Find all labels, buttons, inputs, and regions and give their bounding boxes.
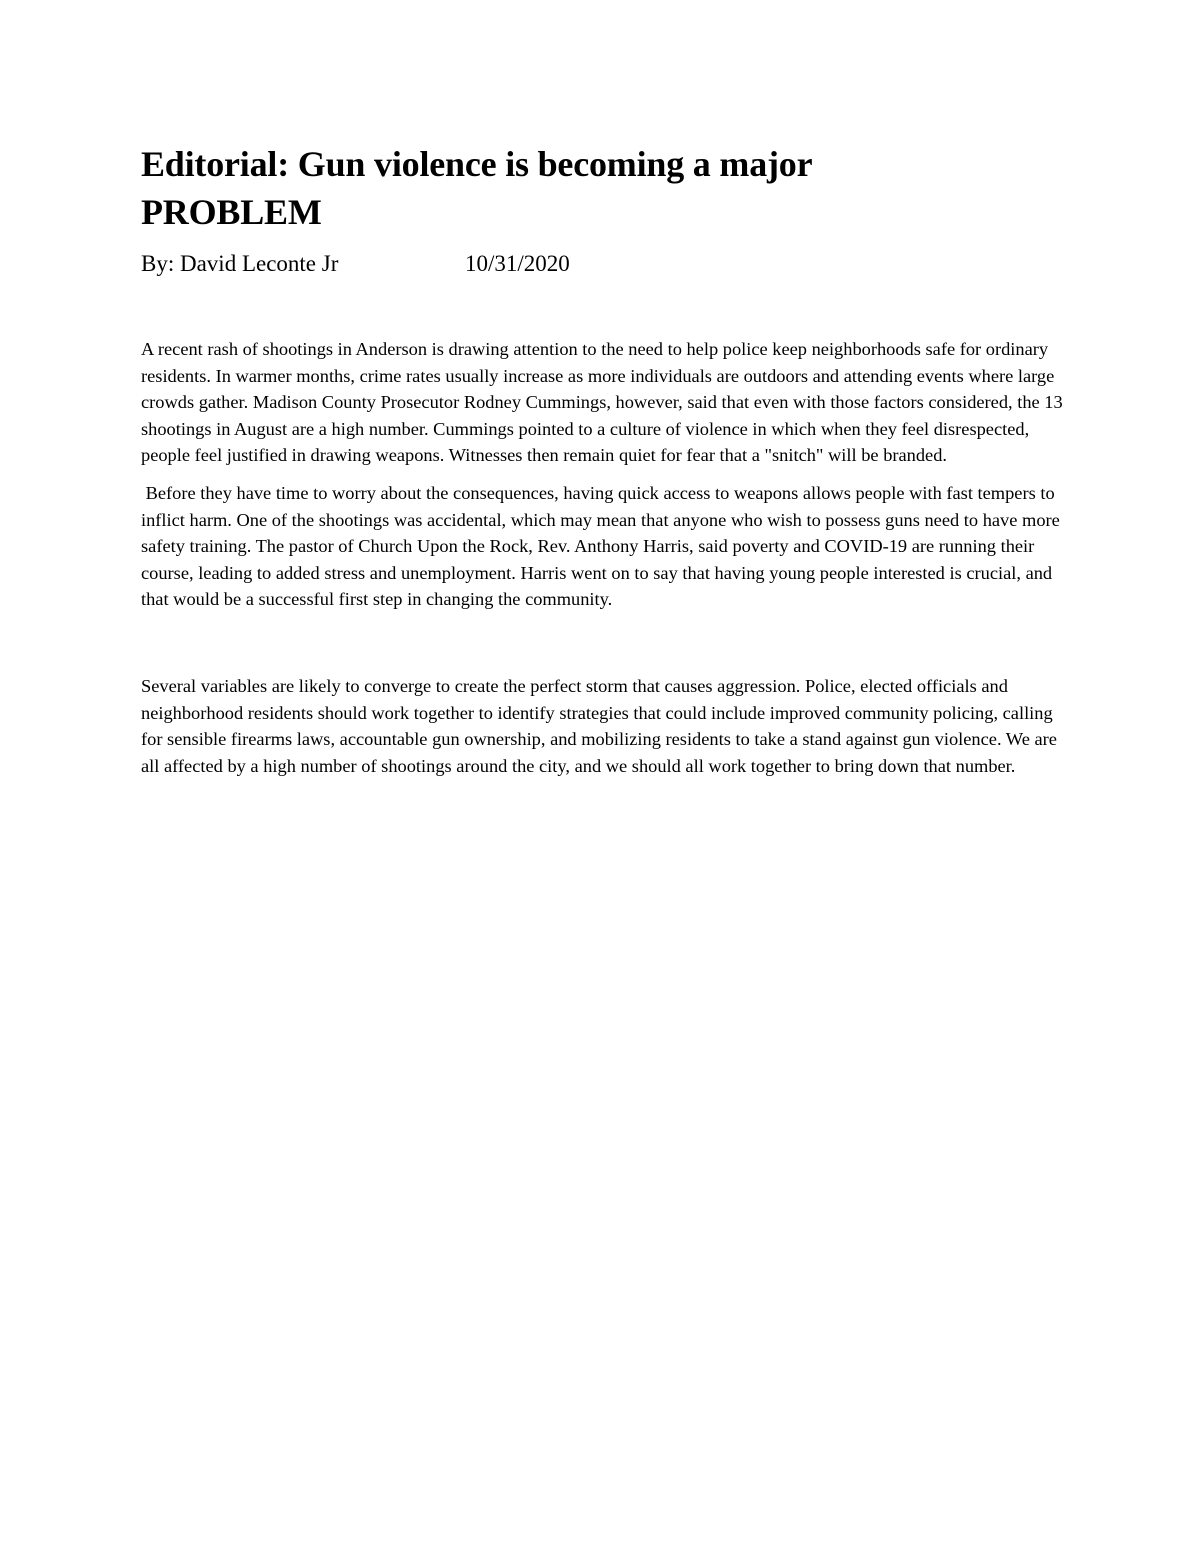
article-author: By: David Leconte Jr: [141, 251, 339, 276]
paragraph-1: A recent rash of shootings in Anderson is drawing attention to the need to help police keep neighborhoods safe for ordinary residents. In warmer months, crime rates usually increase as more individuals are outdoors and attending events where large crowds gather. Madison County Prosecutor Rodney Cummings, however, said that even with those factors considered, the 13 shootings in August are a high number. Cummings pointed to a culture of violence in which when they feel disrespected, people feel justified in drawing weapons. Witnesses then remain quiet for fear that a "snitch" will be branded.: [141, 339, 1063, 466]
article-date: 10/31/2020: [465, 251, 570, 276]
byline: [141, 249, 1071, 279]
article-title: Editorial: Gun violence is becoming a major PROBLEM: [141, 144, 812, 232]
paragraph-2: Before they have time to worry about the consequences, having quick access to weapons allows people with fast tempers to inflict harm. One of the shootings was accidental, which may mean that anyone who wish to possess guns need to have more safety training. The pastor of Church Upon the Rock, Rev. Anthony Harris, said poverty and COVID-19 are running their course, leading to added stress and unemployment. Harris went on to say that having young people interested is crucial, and that would be a successful first step in changing the community.: [141, 482, 1065, 610]
paragraph-3: Several variables are likely to converge to create the perfect storm that causes aggression. Police, elected officials and neighborhood residents should work together to identify strategies that could include improved community policing, calling for sensible firearms laws, accountable gun ownership, and mobilizing residents to take a stand against gun violence. We are all affected by a high number of shootings around the city, and we should all work together to bring down that number.: [141, 675, 1057, 776]
article: [141, 140, 1071, 779]
